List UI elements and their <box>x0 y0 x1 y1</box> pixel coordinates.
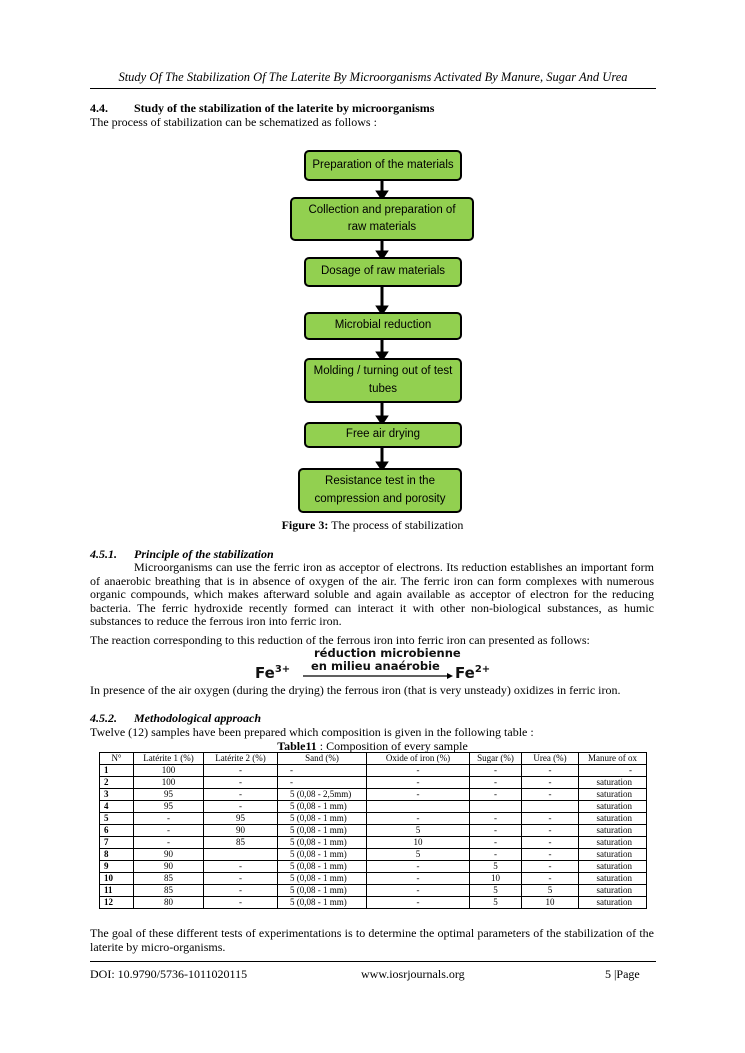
table-row <box>100 801 647 813</box>
table-cell: 5 (0,08 - 1 mm) <box>278 897 367 909</box>
sample-number-cell: 12 <box>100 897 134 909</box>
table-cell: - <box>367 813 470 825</box>
table-cell: - <box>470 777 522 789</box>
reaction-condition-2: en milieu anaérobie <box>311 659 440 673</box>
table-cell: - <box>367 897 470 909</box>
table-label: Table11 <box>277 739 317 753</box>
running-header: Study Of The Stabilization Of The Laterite By Microorganisms Activated By Manure, Sugar And Urea <box>118 70 628 84</box>
table-cell: saturation <box>579 789 647 801</box>
table-cell: - <box>367 861 470 873</box>
table-cell: 95 <box>204 813 278 825</box>
process-flowchart <box>0 0 745 520</box>
subsection-title: Methodological approach <box>134 711 262 725</box>
table-cell: - <box>204 801 278 813</box>
table-row <box>100 777 647 789</box>
table-header-cell: Sugar (%) <box>470 753 522 765</box>
table-header-cell: Manure of ox <box>579 753 647 765</box>
table-cell: - <box>522 777 579 789</box>
table-cell: 5 (0,08 - 1 mm) <box>278 825 367 837</box>
subsection-number: 4.5.2. <box>90 711 117 725</box>
section-number: 4.4. <box>90 101 108 115</box>
table-cell: saturation <box>579 897 647 909</box>
table-cell: 5 <box>470 861 522 873</box>
table-cell: 90 <box>204 825 278 837</box>
table-cell: - <box>278 765 367 777</box>
table-cell: saturation <box>579 801 647 813</box>
after-reaction-text: In presence of the air oxygen (during the drying) the ferrous iron (that is very unsteady) oxidizes in ferric iron. <box>90 683 621 697</box>
table-cell: - <box>522 813 579 825</box>
flow-step-preparation: Preparation of the materials <box>304 150 462 181</box>
table-row <box>100 789 647 801</box>
sample-number-cell: 5 <box>100 813 134 825</box>
table-row <box>100 873 647 885</box>
composition-table <box>99 752 647 909</box>
table-header-cell: N° <box>100 753 134 765</box>
table-cell: - <box>522 861 579 873</box>
table-cell: - <box>470 789 522 801</box>
table-cell: - <box>367 873 470 885</box>
table-cell: - <box>134 825 204 837</box>
table-cell: - <box>204 897 278 909</box>
table-cell: - <box>204 777 278 789</box>
table-cell: 80 <box>134 897 204 909</box>
table-cell: - <box>470 813 522 825</box>
sample-number-cell: 8 <box>100 849 134 861</box>
table-cell: 5 <box>367 825 470 837</box>
table-cell: saturation <box>579 813 647 825</box>
product-charge: 2+ <box>474 664 491 675</box>
table-cell: - <box>134 837 204 849</box>
table-cell: saturation <box>579 849 647 861</box>
table-header-cell: Latérite 2 (%) <box>204 753 278 765</box>
reactant-charge: 3+ <box>274 664 291 675</box>
sample-number-cell: 1 <box>100 765 134 777</box>
table-row <box>100 837 647 849</box>
table-header-cell: Oxide of iron (%) <box>367 753 470 765</box>
table-cell: saturation <box>579 861 647 873</box>
table-cell: 100 <box>134 765 204 777</box>
table-cell: 10 <box>470 873 522 885</box>
table-cell: - <box>579 765 647 777</box>
table-cell: - <box>522 849 579 861</box>
subsection-title: Principle of the stabilization <box>134 547 274 561</box>
table-cell: 10 <box>367 837 470 849</box>
table-cell: - <box>470 765 522 777</box>
table-cell: - <box>367 789 470 801</box>
table-cell: 100 <box>134 777 204 789</box>
table-cell: - <box>134 813 204 825</box>
table-cell: saturation <box>579 825 647 837</box>
product-symbol: Fe <box>455 664 475 682</box>
table-cell: - <box>204 873 278 885</box>
table-cell: - <box>522 825 579 837</box>
table-header-row <box>100 753 647 765</box>
figure-caption <box>0 518 745 533</box>
principle-paragraph <box>90 561 654 629</box>
table-cell: 5 (0,08 - 1 mm) <box>278 873 367 885</box>
sample-number-cell: 6 <box>100 825 134 837</box>
product <box>455 664 490 682</box>
table-header-cell: Latérite 1 (%) <box>134 753 204 765</box>
section-intro: The process of stabilization can be schematized as follows : <box>90 115 377 129</box>
conclusion-paragraph: The goal of these different tests of experimentations is to determine the optimal parameters of the stabilization of the laterite by micro-organisms. <box>90 926 654 954</box>
table-cell: saturation <box>579 837 647 849</box>
table-cell: - <box>204 885 278 897</box>
table-cell: 95 <box>134 801 204 813</box>
table-cell: 85 <box>134 885 204 897</box>
flow-step-dosage: Dosage of raw materials <box>304 257 462 287</box>
table-cell: - <box>522 837 579 849</box>
table-cell: 90 <box>134 861 204 873</box>
table-cell: 5 (0,08 - 1 mm) <box>278 861 367 873</box>
flow-step-drying: Free air drying <box>304 422 462 448</box>
table-cell: - <box>204 765 278 777</box>
table-cell <box>470 801 522 813</box>
reaction-intro: The reaction corresponding to this reduction of the ferrous iron into ferric iron can presented as follows: <box>90 633 590 647</box>
footer-website: www.iosrjournals.org <box>361 967 465 981</box>
table-cell: - <box>367 885 470 897</box>
subsection-number: 4.5.1. <box>90 547 117 561</box>
reactant <box>255 664 290 682</box>
table-cell: - <box>204 861 278 873</box>
figure-label: Figure 3: <box>281 518 329 532</box>
figure-caption-text: The process of stabilization <box>328 518 464 532</box>
table-cell: 5 <box>367 849 470 861</box>
footer-rule <box>90 961 656 962</box>
table-caption-text: : Composition of every sample <box>316 739 468 753</box>
table-cell: - <box>522 873 579 885</box>
flow-step-collection: Collection and preparation of raw materials <box>290 197 474 241</box>
footer-doi: DOI: 10.9790/5736-1011020115 <box>90 967 248 981</box>
table-cell: 85 <box>134 873 204 885</box>
table-cell: - <box>522 789 579 801</box>
sample-number-cell: 9 <box>100 861 134 873</box>
table-cell: - <box>278 777 367 789</box>
subsection-heading-methodology <box>90 711 261 726</box>
sample-number-cell: 11 <box>100 885 134 897</box>
table-row <box>100 861 647 873</box>
table-cell <box>204 849 278 861</box>
table-cell: - <box>367 777 470 789</box>
table-cell: 5 (0,08 - 1 mm) <box>278 813 367 825</box>
table-cell: 5 (0,08 - 1 mm) <box>278 837 367 849</box>
table-cell: 5 <box>470 897 522 909</box>
table-cell: 85 <box>204 837 278 849</box>
table-cell: 5 <box>470 885 522 897</box>
flow-step-microbial-reduction: Microbial reduction <box>304 312 462 340</box>
table-row <box>100 897 647 909</box>
sample-number-cell: 10 <box>100 873 134 885</box>
table-row <box>100 813 647 825</box>
flow-step-resistance-test: Resistance test in the compression and porosity <box>298 468 462 513</box>
sample-number-cell: 4 <box>100 801 134 813</box>
sample-number-cell: 3 <box>100 789 134 801</box>
table-cell: 5 <box>522 885 579 897</box>
table-cell <box>367 801 470 813</box>
reaction-condition-1: réduction microbienne <box>314 646 461 660</box>
table-cell: - <box>367 765 470 777</box>
table-cell: - <box>522 765 579 777</box>
table-row <box>100 765 647 777</box>
table-cell: saturation <box>579 873 647 885</box>
table-cell: saturation <box>579 885 647 897</box>
table-cell: 10 <box>522 897 579 909</box>
table-row <box>100 885 647 897</box>
table-cell: - <box>470 837 522 849</box>
table-body <box>100 765 647 909</box>
table-cell: 5 (0,08 - 1 mm) <box>278 885 367 897</box>
table-cell <box>522 801 579 813</box>
reactant-symbol: Fe <box>255 664 275 682</box>
table-row <box>100 849 647 861</box>
table-cell: 90 <box>134 849 204 861</box>
table-cell: - <box>470 849 522 861</box>
table-header-cell: Sand (%) <box>278 753 367 765</box>
methodology-intro: Twelve (12) samples have been prepared which composition is given in the following table : <box>90 725 534 739</box>
table-cell: saturation <box>579 777 647 789</box>
table-cell: 95 <box>134 789 204 801</box>
table-cell: 5 (0,08 - 2,5mm) <box>278 789 367 801</box>
table-cell: - <box>204 789 278 801</box>
section-title: Study of the stabilization of the laterite by microorganisms <box>134 101 435 115</box>
principle-text: Microorganisms can use the ferric iron as acceptor of electrons. Its reduction establishes an important form of anaerobic breathing that is in absence of oxygen of the air. The ferric iron can form complexes with numerous organic compounds, which makes afterward soluble and again available as acceptor of electron for the reducing bacteria. The ferric hydroxide recently formed can interact it with other non-biological substances, as humic substances to reduce the ferrous iron into ferric iron. <box>90 560 654 629</box>
sample-number-cell: 7 <box>100 837 134 849</box>
table-header-cell: Urea (%) <box>522 753 579 765</box>
flow-step-molding: Molding / turning out of test tubes <box>304 358 462 403</box>
table-cell: - <box>470 825 522 837</box>
table-cell: 5 (0,08 - 1 mm) <box>278 801 367 813</box>
table-cell: 5 (0,08 - 1 mm) <box>278 849 367 861</box>
table-row <box>100 825 647 837</box>
footer-page-number: 5 |Page <box>605 967 640 981</box>
sample-number-cell: 2 <box>100 777 134 789</box>
